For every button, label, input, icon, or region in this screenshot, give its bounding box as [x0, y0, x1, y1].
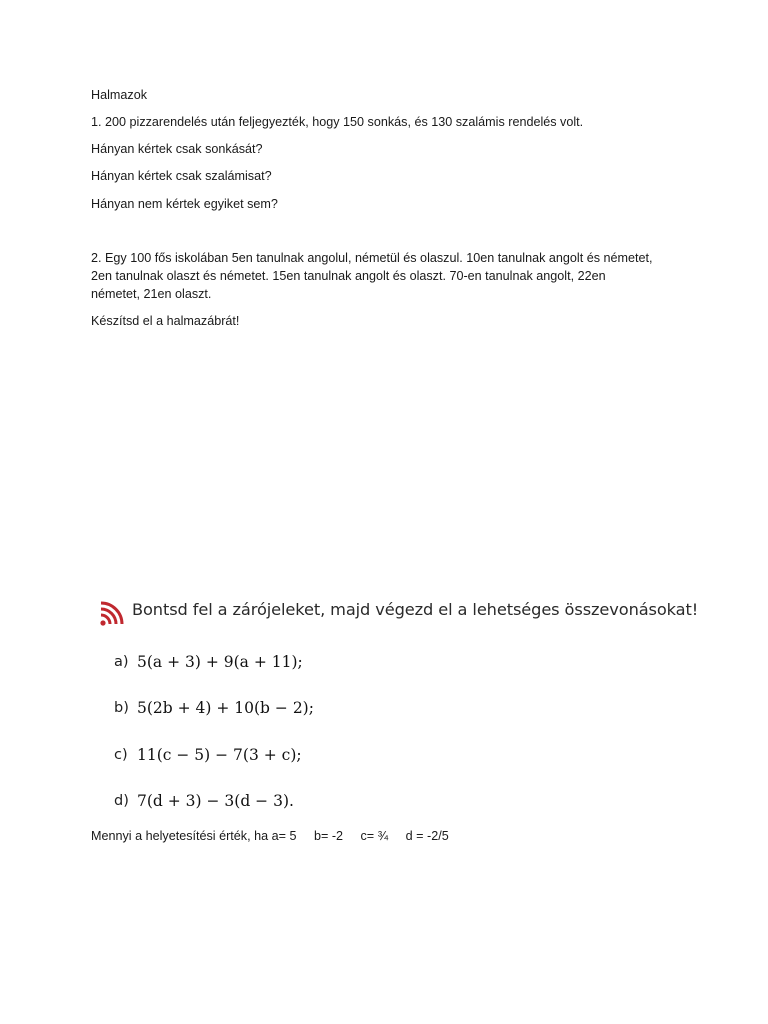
section-title: Halmazok: [91, 88, 147, 102]
exercise-label-b: b): [114, 700, 129, 716]
task2-line-2: 2en tanulnak olaszt és németet. 15en tanulnak angolt és olaszt. 70-en tanulnak angolt, 22en: [91, 269, 606, 283]
substitution-question: Mennyi a helyetesítési érték, ha a= 5 b= -2 c= ¾ d = -2/5: [91, 829, 449, 843]
task2-line-1: 2. Egy 100 fős iskolában 5en tanulnak angolul, németül és olaszul. 10en tanulnak angolt és németet,: [91, 251, 653, 265]
exercise-label-a: a): [114, 654, 129, 670]
exercise-expression-d: 7(d + 3) − 3(d − 3).: [137, 792, 294, 810]
task2-line-3: németet, 21en olaszt.: [91, 287, 212, 301]
exercise-expression-b: 5(2b + 4) + 10(b − 2);: [137, 699, 314, 717]
task1-question-1: Hányan kértek csak sonkását?: [91, 142, 263, 156]
wifi-signal-icon: [98, 599, 126, 627]
exercise-label-c: c): [114, 747, 128, 763]
exercise-label-d: d): [114, 793, 129, 809]
exercise-title: Bontsd fel a zárójeleket, majd végezd el a lehetséges összevonásokat!: [132, 600, 699, 619]
exercise-image: [96, 596, 699, 816]
exercise-expression-c: 11(c − 5) − 7(3 + c);: [137, 746, 302, 764]
task1-question-2: Hányan kértek csak szalámisat?: [91, 169, 272, 183]
exercise-expression-a: 5(a + 3) + 9(a + 11);: [137, 653, 303, 671]
task2-instruction: Készítsd el a halmazábrát!: [91, 314, 240, 328]
task1-question-3: Hányan nem kértek egyiket sem?: [91, 197, 278, 211]
task1-statement: 1. 200 pizzarendelés után feljegyezték, hogy 150 sonkás, és 130 szalámis rendelés volt.: [91, 115, 584, 129]
task2-statement: [91, 249, 676, 303]
